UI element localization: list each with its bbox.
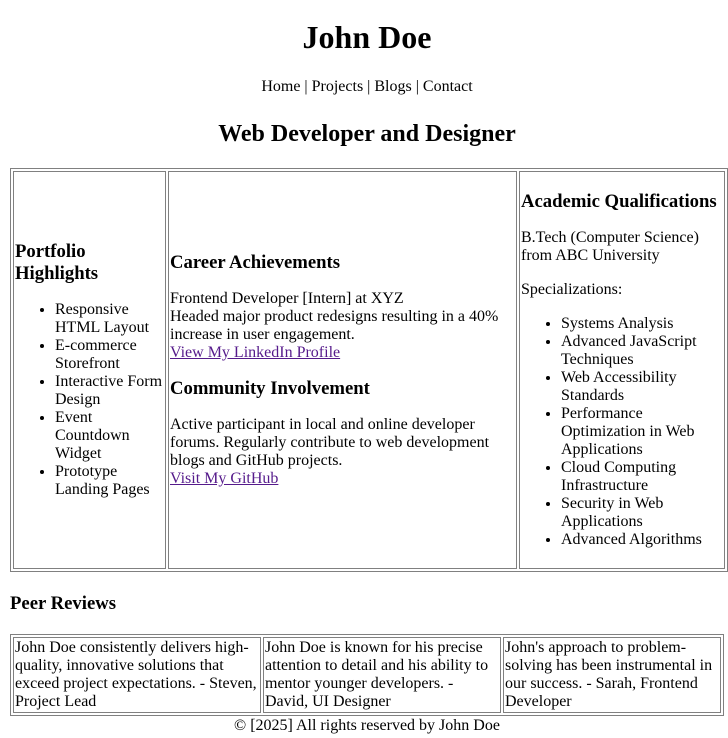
community-details (170, 416, 515, 488)
reviews-heading: Peer Reviews (10, 593, 117, 614)
page-title: John Doe (302, 19, 432, 55)
specializations-list (521, 315, 723, 549)
career-cell (168, 171, 517, 569)
list-item: • Cloud Computing Infrastructure (561, 459, 723, 495)
list-item: • Web Accessibility Standards (561, 369, 723, 405)
degree-text: B.Tech (Computer Science) from ABC University (521, 229, 699, 264)
list-item: • Advanced Algorithms (561, 531, 723, 549)
review-cell: John Doe consistently delivers high-quality, innovative solutions that exceed project expectations. - Steven, Project Lead (13, 637, 261, 713)
list-item: • Systems Analysis (561, 315, 723, 333)
list-item: • E-commerce Storefront (55, 337, 164, 373)
list-item: • Security in Web Applications (561, 495, 723, 531)
career-heading: Career Achievements (170, 252, 341, 273)
nav-link-home[interactable]: Home (261, 78, 301, 95)
page-subtitle: Web Developer and Designer (218, 121, 516, 147)
career-details (170, 290, 515, 362)
nav-link-projects[interactable]: Projects (311, 78, 364, 95)
review-cell: John's approach to problem-solving has been instrumental in our success. - Sarah, Frontend Developer (503, 637, 721, 713)
top-nav (10, 78, 724, 96)
nav-link-contact[interactable]: Contact (422, 78, 473, 95)
list-item: • Interactive Form Design (55, 373, 164, 409)
career-achievement: Headed major product redesigns resulting in a 40% increase in user engagement. (170, 308, 499, 343)
nav-separator: | (415, 78, 419, 95)
nav-separator: | (367, 78, 371, 95)
list-item: • Responsive HTML Layout (55, 301, 164, 337)
list-item: • Event Countdown Widget (55, 409, 164, 463)
portfolio-cell (13, 171, 166, 569)
nav-link-blogs[interactable]: Blogs (374, 78, 412, 95)
portfolio-list (15, 301, 164, 499)
list-item: • Performance Optimization in Web Applications (561, 405, 723, 459)
community-text: Active participant in local and online developer forums. Regularly contribute to web development blogs and GitHub projects. (170, 416, 490, 469)
linkedin-link[interactable]: View My LinkedIn Profile (170, 344, 341, 361)
community-heading: Community Involvement (170, 378, 370, 399)
github-link[interactable]: Visit My GitHub (170, 470, 279, 487)
list-item: • Advanced JavaScript Techniques (561, 333, 723, 369)
career-role: Frontend Developer [Intern] at XYZ (170, 290, 404, 307)
profile-table (10, 168, 728, 572)
academic-heading: Academic Qualifications (521, 191, 717, 212)
nav-separator: | (304, 78, 308, 95)
specializations-label: Specializations: (521, 281, 623, 298)
footer: © [2025] All rights reserved by John Doe (234, 717, 500, 734)
portfolio-heading: Portfolio Highlights (15, 241, 99, 284)
review-cell: John Doe is known for his precise attention to detail and his ability to mentor younger developers. - David, UI Designer (263, 637, 501, 713)
reviews-table (10, 634, 724, 716)
academic-cell (519, 171, 725, 569)
list-item: • Prototype Landing Pages (55, 463, 164, 499)
